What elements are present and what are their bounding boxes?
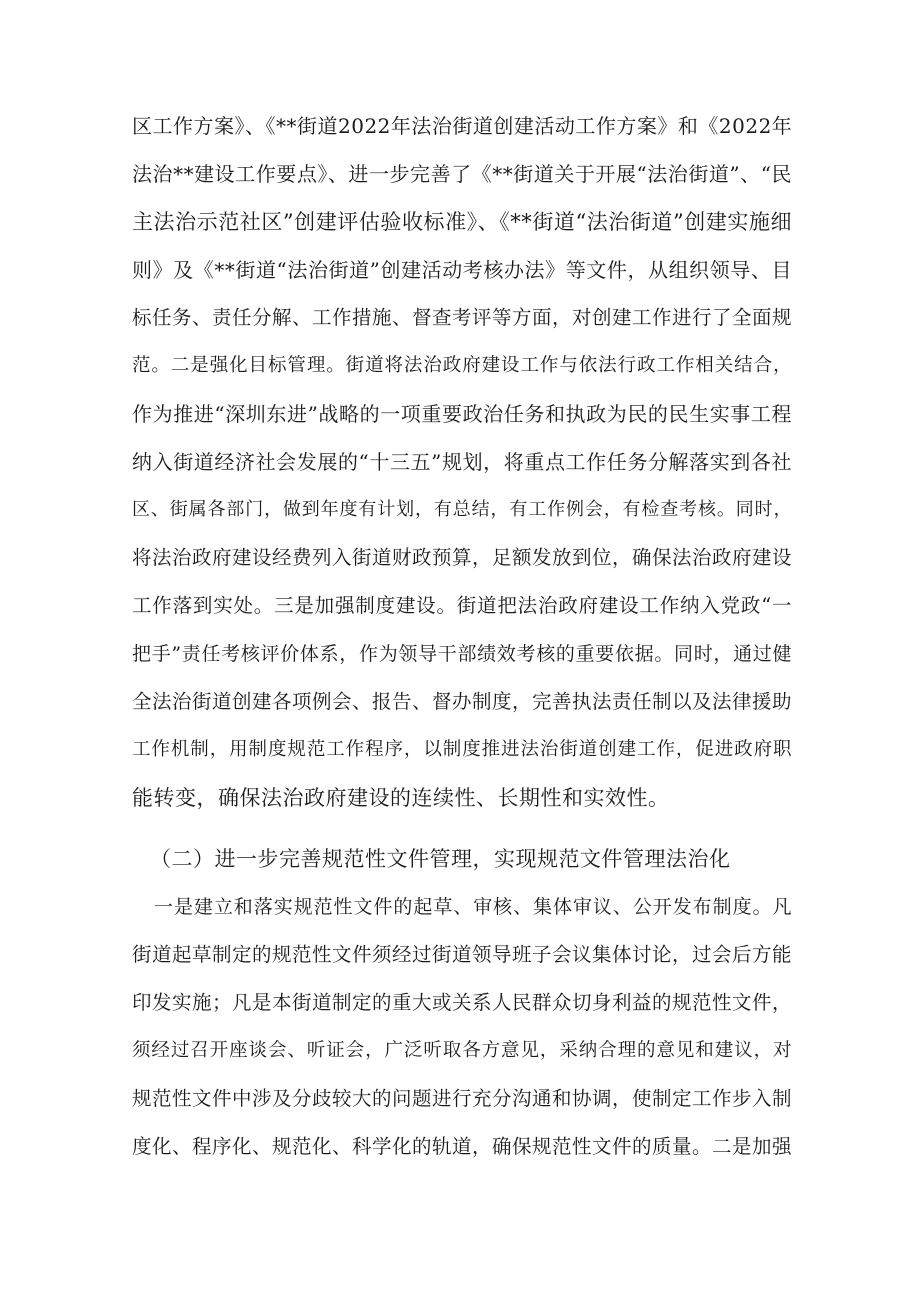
- paragraph-line: 规范性文件中涉及分歧较大的问题进行充分沟通和协调，使制定工作步入制: [132, 1087, 792, 1110]
- section-heading: （二）进一步完善规范性文件管理，实现规范文件管理法治化: [150, 847, 731, 871]
- paragraph-line: 则》及《**街道“法治街道”创建活动考核办法》等文件，从组织领导、目: [132, 258, 792, 282]
- paragraph-line: 一是建立和落实规范性文件的起草、审核、集体审议、公开发布制度。凡: [154, 896, 792, 918]
- paragraph-line: 区工作方案》、《**街道2022年法治街道创建活动工作方案》和《2022年: [132, 114, 792, 138]
- paragraph-line: 将法治政府建设经费列入街道财政预算，足额发放到位，确保法治政府建设: [132, 546, 792, 569]
- paragraph-line: 作为推进“深圳东进”战略的一项重要政治任务和执政为民的民生实事工程: [132, 402, 792, 426]
- paragraph-line: 法治**建设工作要点》、进一步完善了《**街道关于开展“法治街道”、“民: [132, 162, 792, 186]
- paragraph-line: 工作机制，用制度规范工作程序，以制度推进法治街道创建工作，促进政府职: [132, 739, 792, 760]
- paragraph-line: 标任务、责任分解、工作措施、督查考评等方面，对创建工作进行了全面规: [132, 306, 792, 329]
- paragraph-2: [132, 883, 792, 1171]
- paragraph-line: 能转变，确保法治政府建设的连续性、长期性和实效性。: [132, 786, 670, 810]
- paragraph-line: 印发实施；凡是本街道制定的重大或关系人民群众切身利益的规范性文件，: [132, 991, 792, 1014]
- paragraph-line: 全法治街道创建各项例会、报告、督办制度，完善执法责任制以及法律援助: [132, 690, 792, 713]
- paragraph-line: 主法治示范社区”创建评估验收标准》、《**街道“法治街道”创建实施细: [132, 210, 792, 234]
- paragraph-1: [132, 102, 792, 822]
- paragraph-line: 度化、程序化、规范化、科学化的轨道，确保规范性文件的质量。二是加强: [132, 1135, 792, 1158]
- paragraph-line: 范。二是强化目标管理。街道将法治政府建设工作与依法行政工作相关结合，: [132, 355, 792, 376]
- paragraph-line: 区、街属各部门，做到年度有计划，有总结，有工作例会，有检查考核。同时，: [132, 499, 792, 520]
- paragraph-line: 须经过召开座谈会、听证会，广泛听取各方意见，采纳合理的意见和建议，对: [132, 1040, 792, 1061]
- paragraph-line: 把手”责任考核评价体系，作为领导干部绩效考核的重要依据。同时，通过健: [132, 643, 792, 665]
- paragraph-line: 纳入街道经济社会发展的“十三五”规划，将重点工作任务分解落实到各社: [132, 450, 792, 474]
- paragraph-line: 街道起草制定的规范性文件须经过街道领导班子会议集体讨论，过会后方能: [132, 943, 792, 966]
- paragraph-line: 工作落到实处。三是加强制度建设。街道把法治政府建设工作纳入党政“一: [132, 594, 792, 617]
